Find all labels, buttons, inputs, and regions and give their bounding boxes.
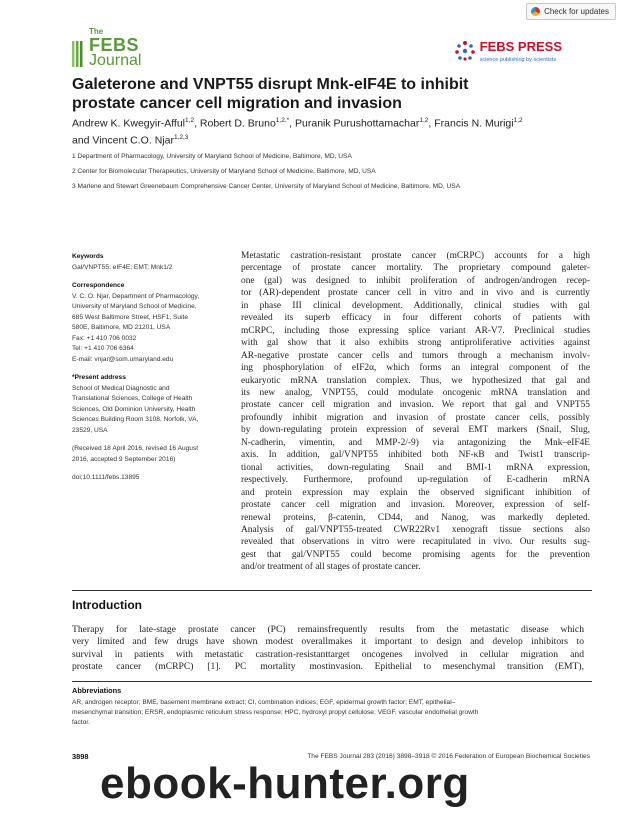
correspondence-tel: Tel: +1 410 706 6364 (72, 345, 134, 352)
intro-line: Therapy for late-stage prostate cancer (PC) remains (72, 624, 328, 635)
page-number: 3898 (72, 752, 89, 761)
author-separator: , (289, 117, 296, 130)
affiliation-item: 3 Marlene and Stewart Greenebaum Comprehensive Cancer Center, University of Maryland School of Medicine, Baltimore, MD, USA (72, 183, 461, 190)
abstract (241, 250, 590, 574)
abstract-line: Metastatic castration-resistant prostate cancer (mCRPC) accounts for a high (241, 251, 590, 261)
intro-line: makes it important to design and develop inhibitors to (328, 636, 584, 648)
crossmark-icon (531, 7, 540, 16)
febs-press-tagline: science publishing by scientists (479, 57, 557, 63)
abstract-line: eukaryotic mRNA translation complex. Thus, we hypothesized that gal and (241, 375, 590, 386)
author-name: Francis N. Murigi (434, 117, 514, 130)
received-line: 2016, accepted 9 September 2016) (72, 455, 176, 463)
abstract-line: with gal show that it also exhibits strong antiproliferative activities against (241, 338, 590, 349)
abstract-line: gest that gal/VNPT55 could become promising agents for the prevention (241, 549, 590, 560)
abbreviations-divider (72, 681, 592, 682)
author-name: Robert D. Bruno (199, 117, 276, 130)
febs-press-name: FEBS PRESS (479, 39, 562, 54)
abstract-line: its new analog, VNPT55, could modulate oncogenic mRNA translation and (241, 387, 590, 398)
author-affil-sup: 1,2 (185, 117, 195, 124)
abstract-line: mCRPC, including those expressing splice variant AR-V7. Preclinical studies (241, 325, 590, 336)
correspondence-block (72, 281, 222, 365)
introduction-heading: Introduction (72, 598, 142, 612)
affiliation-item: 1 Department of Pharmacology, University of Maryland School of Medicine, Baltimore, MD, USA (72, 153, 352, 160)
keywords-block (72, 252, 222, 273)
present-address-line: Translational Sciences, College of Health (72, 395, 193, 402)
doi-block (72, 473, 222, 484)
correspondence-line: University of Maryland School of Medicine, (72, 303, 197, 310)
author-affil-sup: 1,2 (419, 117, 429, 124)
abstract-line: and/or treatment of all stages of prostate cancer. (241, 562, 421, 573)
abstract-line: axis. In addition, gal/VNPT55 inhibited both NF-κB and Twist1 transcrip- (241, 450, 590, 461)
author-affil-sup: 1,2,* (275, 117, 290, 124)
abstract-line: renewal proteins, β-catenin, CD44, and Nanog, was markedly depleted. (241, 512, 590, 523)
abstract-line: AR-negative prostate cancer cells and tumors through a mechanism involv- (241, 350, 590, 361)
doi-link[interactable]: doi:10.1111/febs.13895 (72, 474, 140, 481)
title-line: prostate cancer cell migration and invasion (72, 95, 402, 112)
abstract-line: ing phosphorylation of eIF2α, which forms an integral component of the (241, 363, 590, 374)
intro-line: target oncogenes involved in cellular migration and (328, 648, 584, 660)
intro-line: invasion. Epithelial to mesenchymal transition (EMT), (328, 660, 584, 672)
author-separator: , (194, 117, 200, 130)
author-separator: , (428, 117, 435, 130)
keywords-heading: Keywords (72, 253, 104, 260)
present-address-line: 23529, USA (72, 426, 108, 434)
present-address-line: Sciences Building Room 3108, Norfolk, VA, (72, 416, 199, 423)
affiliation-item: 2 Center for Biomolecular Therapeutics, University of Maryland School of Medicine, Baltimore, MD, USA (72, 168, 376, 175)
check-for-updates-button[interactable] (526, 3, 616, 20)
journal-logo-journal: Journal (89, 52, 142, 69)
title-line: Galeterone and VNPT55 disrupt Mnk-eIF4E to inhibit (72, 76, 469, 93)
correspondence-line: 685 West Baltimore Street, HSF1, Suite (72, 313, 189, 321)
abbreviations-text (72, 698, 592, 728)
check-for-updates-label: Check for updates (544, 7, 609, 16)
abstract-line: one (gal) was designed to inhibit proliferation of androgen/androgen recep- (241, 275, 590, 286)
author-name: and Vincent C.O. Njar (72, 134, 174, 146)
intro-line: survival in patients with metastatic castration-resistant (72, 648, 328, 660)
present-address-line: Sciences, Old Dominion University, Health (72, 405, 196, 413)
abstract-line: prostate cancer cell migration and invasion. Moreover, expression of self- (241, 500, 590, 511)
intro-column-right (328, 624, 584, 673)
section-divider (72, 590, 592, 591)
author-affil-sup: 1,2 (513, 117, 523, 124)
abstract-line: in phase III clinical development. Additionally, clinical studies with gal (241, 300, 590, 311)
febs-journal-logo (72, 28, 141, 69)
watermark-text: ebook-hunter.org (100, 759, 470, 808)
correspondence-line: V. C. O. Njar, Department of Pharmacology, (72, 292, 200, 300)
author-name: Andrew K. Kwegyir-Afful (72, 117, 186, 130)
author-list (72, 114, 572, 147)
correspondence-fax: Fax: +1 410 706 0032 (72, 334, 137, 342)
present-address-block (72, 373, 222, 436)
received-block (72, 444, 222, 465)
abstract-line: respectively. Furthermore, profound up-regulation of E-cadherin mRNA (241, 475, 590, 486)
abbreviations-line: mesenchymal transition; ERSR, endoplasmic reticulum stress response; HPC, hydroxyl propyl cellulose; VEGF, vascular endothelial growth (72, 709, 479, 716)
correspondence-heading: Correspondence (72, 282, 125, 289)
correspondence-line: 580E, Baltimore, MD 21201, USA (72, 324, 171, 331)
present-address-line: School of Medical Diagnostic and (72, 384, 170, 392)
intro-line: prostate cancer (mCRPC) [1]. PC mortality most (72, 660, 328, 672)
affiliation-list (72, 152, 592, 197)
article-sidebar (72, 252, 222, 492)
present-address-heading: *Present address (72, 374, 126, 381)
abbreviations-line: AR, androgen receptor; BME, basement membrane extract; CI, combination indices; EGF, epidermal growth factor; EMT, epithelial– (72, 699, 456, 706)
abstract-line: and protein expression may explain the observed significant inhibition of (241, 487, 590, 498)
abstract-line: revealed its superb efficacy in four different cohorts of patients with (241, 313, 590, 324)
abstract-line: percentage of prostate cancer mortality. The proprietary compound galeter- (241, 263, 590, 274)
journal-logo-stripes-icon (72, 39, 86, 69)
abstract-line: tional activities, down-regulating Snail and BMI-1 mRNA expression, (241, 462, 590, 473)
intro-column-left (72, 624, 328, 673)
abstract-line: Analysis of gal/VNPT55-treated CWR22Rv1 xenograft tissue sections also (241, 524, 590, 535)
journal-logo-febs: FEBS (89, 35, 140, 55)
abstract-line: N-cadherin, vimentin, and MMP-2/-9) via antagonizing the Mnk–eIF4E (241, 437, 590, 448)
correspondence-email: E-mail: vnjar@som.umaryland.edu (72, 355, 174, 363)
intro-line: very limited and few drugs have shown modest overall (72, 636, 328, 648)
intro-line: frequently results from the metastatic disease which (328, 624, 584, 635)
abstract-line: prostate cancer cell migration and invasion. We report that gal and VNPT55 (241, 400, 590, 411)
abstract-line: tor (AR)-dependent prostate cancer cell in vitro and in vivo and is currently (241, 288, 590, 299)
abbreviations-line: factor. (72, 719, 90, 726)
keywords-text: Gal/VNPT55; eIF4E; EMT; Mnk1/2 (72, 263, 173, 271)
received-line: (Received 18 April 2016, revised 16 August (72, 445, 199, 452)
febs-press-logo (454, 38, 562, 63)
abstract-line: by down-regulating protein expression of several EMT markers (Snail, Slug, (241, 425, 590, 436)
febs-press-dots-icon (454, 40, 476, 62)
abstract-line: revealed that observations in vitro were recapitulated in vivo. Our results sug- (241, 537, 590, 548)
article-title (72, 75, 572, 113)
abbreviations-heading: Abbreviations (72, 686, 122, 695)
journal-logo-the: The (89, 27, 104, 36)
abstract-line: profoundly inhibit migration and invasion of prostate cancer cells, possibly (241, 412, 590, 423)
author-affil-sup: 1,2,3 (173, 133, 189, 141)
author-name: Puranik Purushottamachar (295, 117, 420, 130)
journal-citation: The FEBS Journal 283 (2016) 3898–3918 © 2016 Federation of European Biochemical Societies (307, 753, 590, 760)
